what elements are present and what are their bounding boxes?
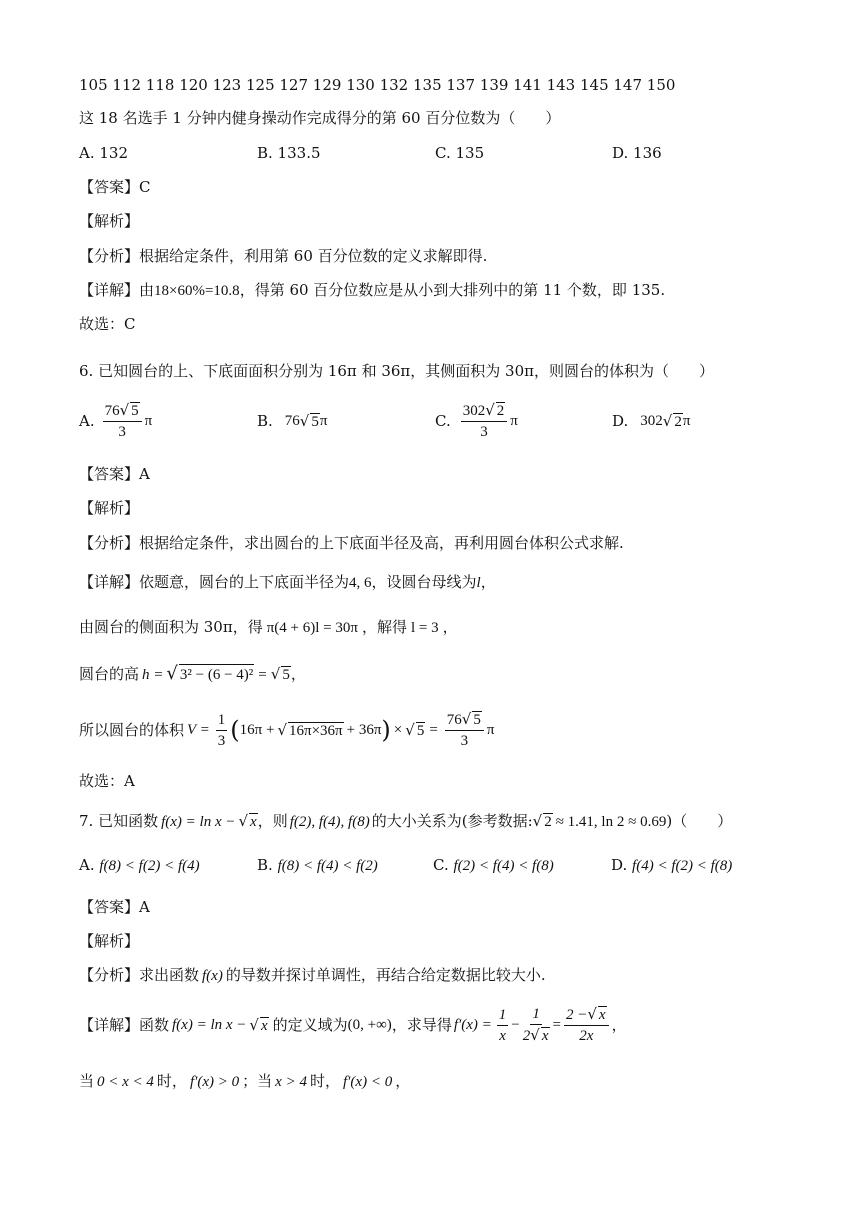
q5-answer: 【答案】C (79, 178, 151, 196)
q6-option-d-pi: π (682, 413, 691, 429)
question-6-stem: 6. 已知圆台的上、下底面面积分别为 16π 和 36π，其侧面积为 30π，则圆台的体积为（ ） (79, 362, 714, 380)
q7-option-a: A. f(8) < f(2) < f(4) (79, 856, 200, 874)
q6-answer: 【答案】A (79, 465, 150, 483)
q5-analysis-heading: 【解析】 (79, 212, 140, 230)
q6-option-d-coef: 302 (640, 413, 663, 429)
q6-option-a (79, 396, 152, 446)
q6-choice: 故选：A (79, 772, 135, 790)
q6-option-a-fraction: $\frac{76√ 5}{3}$ (103, 401, 142, 441)
q5-option-d: D. 136 (612, 144, 662, 162)
q6-option-c (435, 396, 518, 446)
q6-option-c-pi: π (510, 413, 518, 429)
q6-detail-2: 由圆台的侧面积为 30π，得 π(4 + 6)l = 30π ，解得 l = 3 ， (79, 618, 458, 636)
q6-option-c-label: C. (435, 412, 451, 430)
question-5-stem: 这 18 名选手 1 分钟内健身操动作完成得分的第 60 百分位数为（ ） (79, 109, 561, 127)
q6-option-b: B. 76 √ 5 π (257, 412, 328, 430)
one-third-fraction: $\frac{1}{3}$ (217, 711, 226, 749)
volume-result-fraction: $\frac{76√ 5}{3}$ (445, 710, 484, 750)
score-data-line: 105 112 118 120 123 125 127 129 130 132 135 137 139 141 143 145 147 150 (79, 76, 676, 94)
q7-option-d: D. f(4) < f(2) < f(8) (611, 856, 733, 874)
q6-option-d-radicand: 2 (674, 413, 682, 430)
q5-option-c: C. 135 (435, 144, 485, 162)
q6-option-b-pi: π (319, 413, 328, 429)
q7-analysis: 【分析】求出函数 f(x) 的导数并探讨单调性，再结合给定数据比较大小. (79, 966, 546, 984)
q6-option-d: D. 302 √ 2 π (612, 412, 691, 430)
q6-detail-4: 所以圆台的体积 V = $\frac{1}{3}$ ( 16π + √ 16π×36π + 36π ) × √ 5 = $\frac{76√ 5}{3}$ π (79, 710, 495, 749)
q6-option-d-label: D. (612, 412, 629, 430)
q7-detail-1: 【详解】函数 f(x) = ln x − √ x 的定义域为 (0, +∞) ，求导得 f′(x) = $\frac{1}{x}$ − $\frac{1}{2√ x}$ = $\frac{2 -√ x}{2x}$ ， (79, 1005, 627, 1044)
q6-option-a-label: A. (79, 412, 95, 430)
q6-option-c-fraction: $\frac{302√ 2}{3}$ (461, 401, 508, 441)
q6-option-a-pi: π (144, 413, 153, 429)
q5-detail-math: 18×60%=10.8 (154, 283, 240, 299)
q6-analysis: 【分析】根据给定条件，求出圆台的上下底面半径及高，再利用圆台体积公式求解. (79, 534, 624, 552)
q5-choice: 故选：C (79, 315, 136, 333)
q5-detail (79, 280, 665, 301)
q6-option-b-label: B. (257, 412, 273, 430)
q7-answer: 【答案】A (79, 898, 150, 916)
q5-option-a: A. 132 (79, 144, 128, 162)
q7-analysis-heading: 【解析】 (79, 932, 140, 950)
q5-detail-suffix: ，得第 60 百分位数应是从小到大排列中的第 11 个数，即 135. (239, 281, 666, 299)
q7-option-b: B. f(8) < f(4) < f(2) (257, 856, 378, 874)
q6-detail-1: 【详解】依题意，圆台的上下底面半径为4, 6，设圆台母线为l， (79, 573, 496, 591)
q6-option-b-radicand: 5 (311, 413, 319, 430)
q7-option-c: C. f(2) < f(4) < f(8) (433, 856, 554, 874)
q6-detail-3: 圆台的高 h = √ 3² − (6 − 4)² = √ 5， (79, 663, 306, 684)
q5-analysis: 【分析】根据给定条件，利用第 60 百分位数的定义求解即得. (79, 247, 488, 265)
q5-option-b: B. 133.5 (257, 144, 321, 162)
question-7-stem: 7. 已知函数 f(x) = ln x − √ x，则 f(2), f(4), f(8) 的大小关系为(参考数据:√ 2 ≈ 1.41, ln 2 ≈ 0.69)（ ） (79, 812, 733, 830)
q7-detail-2: 当 0 < x < 4 时， f′(x) > 0 ；当 x > 4 时， f′(x) < 0 ， (79, 1072, 411, 1090)
q6-analysis-heading: 【解析】 (79, 499, 140, 517)
q5-detail-prefix: 【详解】由 (79, 281, 155, 299)
q6-option-b-coef: 76 (284, 413, 300, 429)
